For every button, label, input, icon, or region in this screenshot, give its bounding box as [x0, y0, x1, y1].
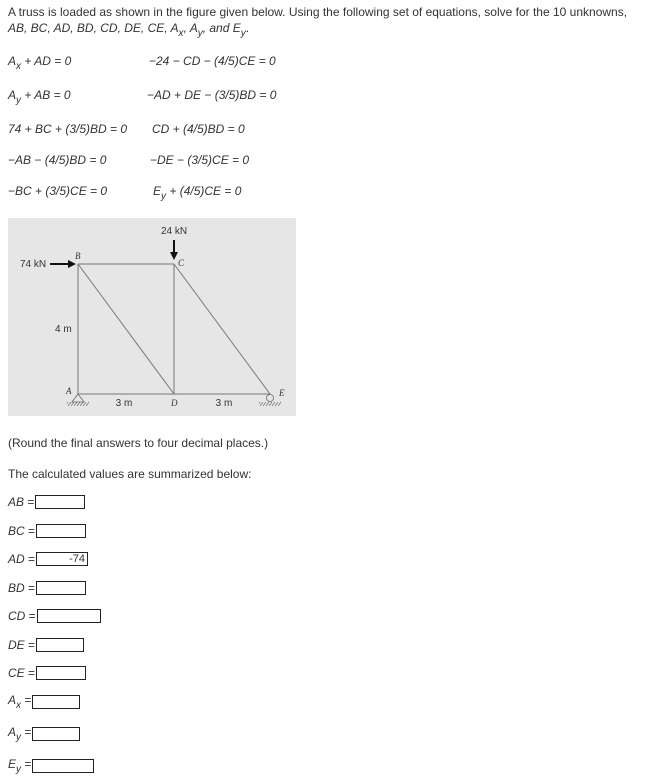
- eq-l3-post: 74 + BC + (3/5)BD = 0: [8, 122, 128, 136]
- node-e-label: E: [279, 388, 285, 398]
- node-b-label: B: [75, 251, 81, 261]
- span-right-label: 3 m: [215, 398, 233, 409]
- answer-row-ay: [8, 726, 80, 742]
- answer-label-ad: AD =: [8, 552, 36, 566]
- answer-label-ax: $A_x$ =: [8, 693, 32, 711]
- answer-input-de[interactable]: [36, 638, 84, 652]
- eq-r3-post: CD + (4/5)BD = 0: [152, 122, 245, 136]
- answer-row-ab: [8, 494, 85, 510]
- eq-r5-sub: y: [161, 191, 167, 202]
- eq-l5-post: −BC + (3/5)CE = 0: [8, 184, 108, 198]
- answer-input-ey[interactable]: [32, 759, 94, 773]
- answer-label-ce: CE =: [8, 666, 36, 680]
- intro-unknowns: AB, BC, AD, BD, CD, DE, CE, A: [8, 21, 179, 35]
- horizontal-load-arrow-icon: [50, 260, 76, 268]
- answer-label-ab: AB =: [8, 495, 35, 509]
- eq-r5-post: + (4/5)CE = 0: [166, 184, 242, 198]
- answer-input-bd[interactable]: [36, 581, 86, 595]
- equation-left-2: [8, 88, 71, 106]
- truss-diagram: [8, 218, 296, 416]
- answer-row-ce: [8, 665, 86, 681]
- load-left-label: 74 kN: [20, 259, 47, 270]
- intro-sub-y2: y: [240, 28, 246, 39]
- equation-right-1: [149, 54, 276, 68]
- eq-l2-sub: y: [16, 95, 22, 106]
- eq-r2-post: −AD + DE − (3/5)BD = 0: [147, 88, 277, 102]
- answer-input-ad[interactable]: [36, 552, 88, 566]
- roller-support-icon: [259, 395, 281, 407]
- eq-r5-pre: E: [153, 184, 162, 198]
- answer-input-ax[interactable]: [32, 695, 80, 709]
- eq-l2-post: + AB = 0: [21, 88, 71, 102]
- equation-right-3: [152, 122, 245, 136]
- problem-statement: [8, 4, 663, 42]
- member-bd: [78, 264, 174, 394]
- eq-l2-pre: A: [8, 88, 17, 102]
- span-left-label: 3 m: [115, 398, 133, 409]
- equation-right-2: [147, 88, 276, 102]
- equation-left-1: [8, 54, 71, 72]
- summary-text: The calculated values are summarized below:: [8, 467, 252, 481]
- answer-row-cd: [8, 608, 101, 624]
- answer-row-ey: [8, 758, 94, 774]
- answer-input-bc[interactable]: [36, 524, 86, 538]
- answer-label-ey: $E_y$ =: [8, 757, 32, 775]
- intro-sep-2: , and E: [202, 21, 241, 35]
- node-a-label: A: [66, 386, 72, 396]
- eq-l1-pre: A: [8, 54, 17, 68]
- equation-left-3: [8, 122, 127, 136]
- node-d-label: D: [171, 398, 178, 408]
- answer-label-ay: $A_y$ =: [8, 725, 32, 743]
- member-ce: [174, 264, 270, 394]
- eq-r4-post: −DE − (3/5)CE = 0: [150, 153, 250, 167]
- intro-sub-y: y: [197, 28, 203, 39]
- answer-row-bc: [8, 523, 86, 539]
- intro-sub-x: x: [178, 28, 184, 39]
- answer-row-ad: [8, 551, 88, 567]
- answer-label-cd: CD =: [8, 609, 36, 623]
- rounding-note: (Round the final answers to four decimal places.): [8, 436, 269, 450]
- load-top-label: 24 kN: [160, 226, 188, 237]
- eq-l1-post: + AD = 0: [21, 54, 72, 68]
- answer-input-ab[interactable]: [35, 495, 85, 509]
- answer-label-bc: BC =: [8, 524, 36, 538]
- answer-input-ce[interactable]: [36, 666, 86, 680]
- vertical-load-arrow-icon: [170, 240, 178, 260]
- answer-input-ay[interactable]: [32, 727, 80, 741]
- truss-figure: [8, 218, 296, 416]
- eq-r1-post: −24 − CD − (4/5)CE = 0: [149, 54, 276, 68]
- intro-line-1: A truss is loaded as shown in the figure given below. Using the following set of equations, solve for the 10 unknowns,: [8, 5, 628, 19]
- answer-row-bd: [8, 580, 86, 596]
- equation-right-5: [153, 184, 241, 202]
- node-c-label: C: [178, 258, 185, 268]
- answer-row-ax: [8, 694, 80, 710]
- answer-row-de: [8, 637, 84, 653]
- answer-label-bd: BD =: [8, 581, 36, 595]
- equation-left-5: [8, 184, 107, 198]
- intro-line-2: [8, 20, 663, 42]
- height-label: 4 m: [55, 324, 72, 335]
- answer-input-cd[interactable]: [37, 609, 101, 623]
- truss-members: [78, 264, 270, 394]
- eq-l4-post: −AB − (4/5)BD = 0: [8, 153, 107, 167]
- equation-left-4: [8, 153, 106, 167]
- eq-l1-sub: x: [16, 61, 22, 72]
- intro-sep-1: , A: [183, 21, 198, 35]
- equation-right-4: [150, 153, 249, 167]
- intro-end: .: [245, 21, 250, 35]
- answer-label-de: DE =: [8, 638, 36, 652]
